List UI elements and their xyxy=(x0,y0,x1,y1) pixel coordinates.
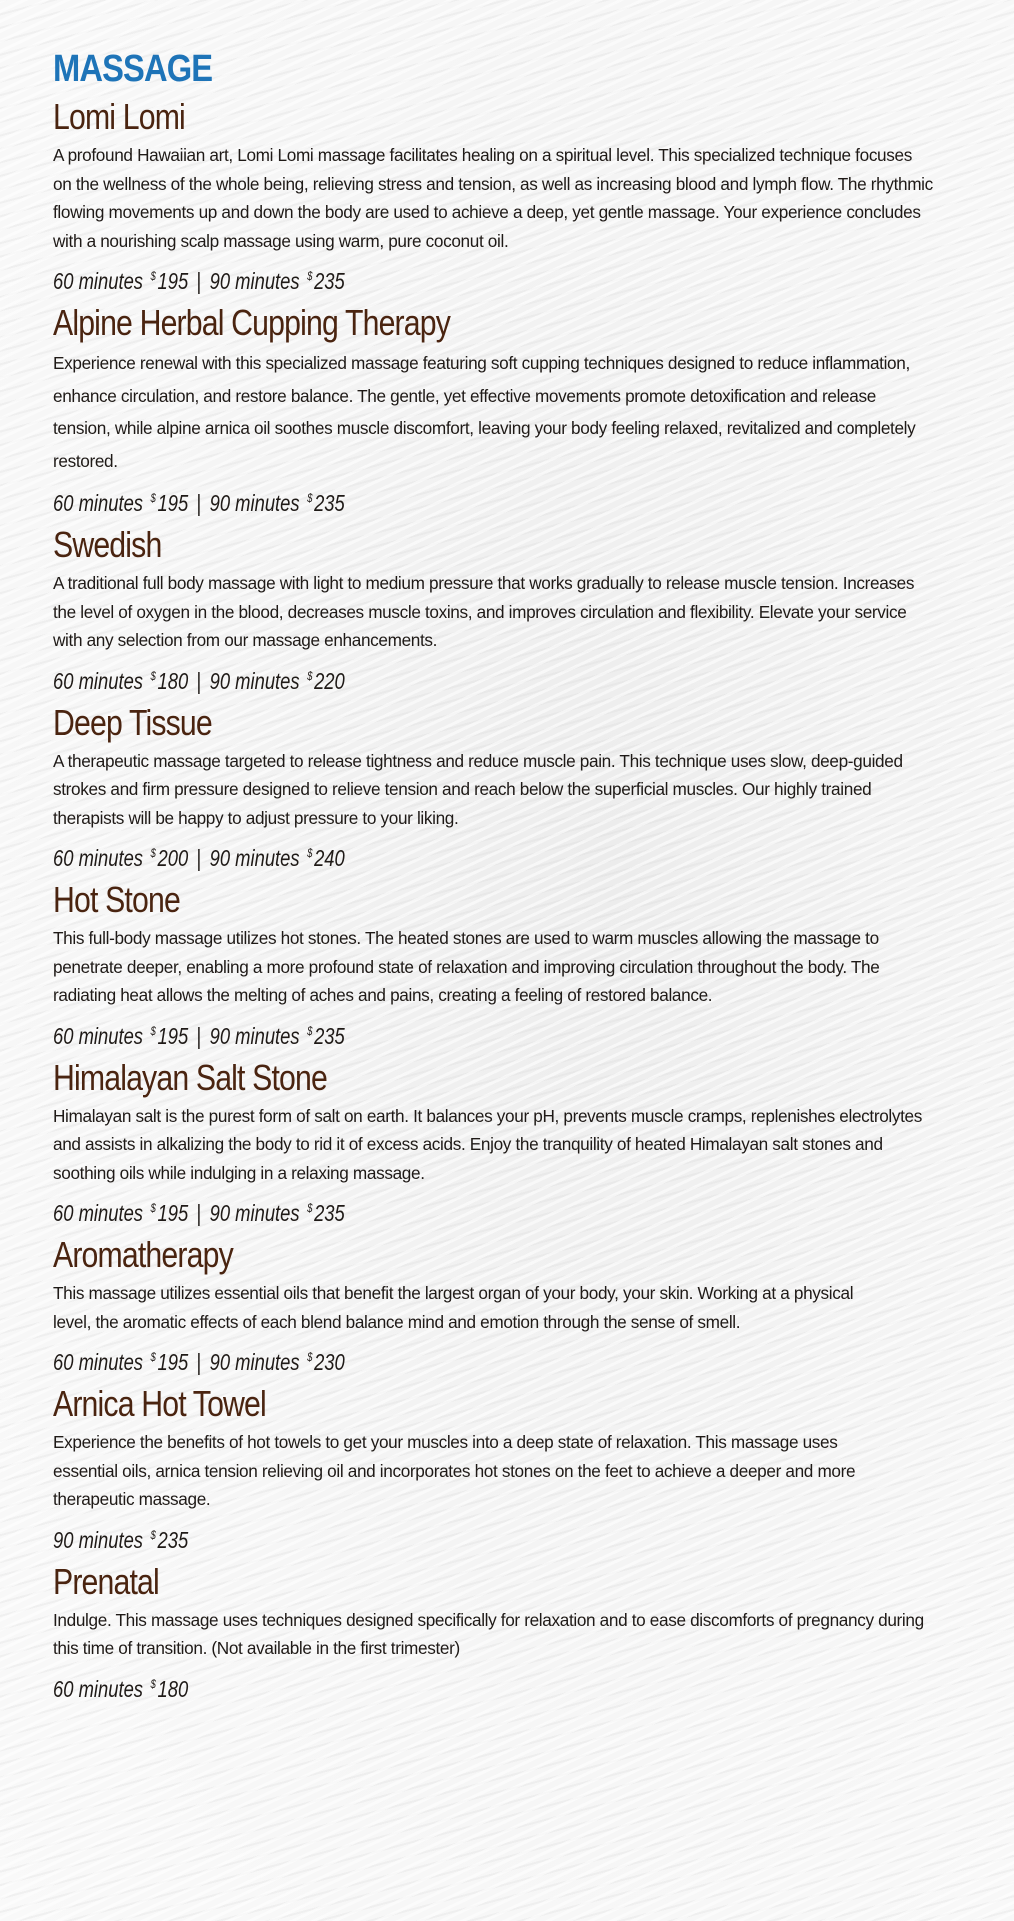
price-value: 200 xyxy=(157,845,189,871)
price-separator: | xyxy=(196,490,202,516)
price-separator: | xyxy=(196,667,202,694)
massage-menu xyxy=(53,46,933,1704)
currency-symbol: $ xyxy=(150,1201,156,1215)
service-description: This massage utilizes essential oils that benefit the largest organ of your body, your skin. Working at a physical level, the aromatic effects of each blend balance mind and emotion through the sense of smell. xyxy=(53,1283,854,1332)
service-name: Prenatal xyxy=(53,1560,159,1602)
duration-label: 60 minutes xyxy=(53,845,144,871)
duration-label: 90 minutes xyxy=(209,268,300,294)
service-item-lomi-lomi xyxy=(53,96,933,296)
currency-symbol: $ xyxy=(150,1350,156,1364)
currency-symbol: $ xyxy=(307,668,313,683)
price-value: 195 xyxy=(157,268,189,294)
service-item-alpine-herbal-cupping xyxy=(53,302,933,518)
service-name: Arnica Hot Towel xyxy=(53,1383,266,1424)
currency-symbol: $ xyxy=(150,1676,156,1691)
service-description: Indulge. This massage uses techniques designed specifically for relaxation and to ease discomforts of pregnancy during this time of transition. (Not available in the first trimester) xyxy=(53,1609,924,1658)
price-value: 180 xyxy=(157,667,189,694)
duration-label: 60 minutes xyxy=(53,268,144,294)
price-separator: | xyxy=(196,1200,202,1226)
service-price xyxy=(53,1193,757,1228)
service-item-swedish xyxy=(53,524,933,696)
service-description: A therapeutic massage targeted to release tightness and reduce muscle pain. This technique uses slow, deep-guided strokes and firm pressure designed to relieve tension and reach below the superficial muscles. Our highly trained therapists will be happy to adjust pressure to your liking. xyxy=(53,750,903,828)
duration-label: 60 minutes xyxy=(53,1349,144,1375)
currency-symbol: $ xyxy=(307,491,313,505)
price-separator: | xyxy=(196,268,202,294)
duration-label: 90 minutes xyxy=(209,1349,300,1375)
currency-symbol: $ xyxy=(307,1350,313,1364)
currency-symbol: $ xyxy=(150,269,156,283)
duration-label: 90 minutes xyxy=(209,1022,300,1049)
price-value: 240 xyxy=(314,845,345,871)
currency-symbol: $ xyxy=(307,269,313,283)
service-name: Alpine Herbal Cupping Therapy xyxy=(53,302,451,343)
price-value: 180 xyxy=(157,1675,189,1702)
currency-symbol: $ xyxy=(150,668,156,683)
currency-symbol: $ xyxy=(307,1201,313,1215)
service-description: Experience the benefits of hot towels to get your muscles into a deep state of relaxation. This massage uses essential oils, arnica tension relieving oil and incorporates hot stones on the feet to achieve a deeper and more therapeutic massage. xyxy=(53,1432,856,1509)
duration-label: 60 minutes xyxy=(53,1022,144,1049)
service-price xyxy=(53,1016,757,1051)
service-item-deep-tissue xyxy=(53,702,933,874)
service-description: A traditional full body massage with light to medium pressure that works gradually to release muscle tension. Increases the level of oxygen in the blood, decreases muscle toxins, and improves circulation and flexibility. Elevate your service with any selection from our massage enhancements. xyxy=(53,573,915,650)
price-value: 195 xyxy=(157,1349,189,1375)
service-name: Lomi Lomi xyxy=(53,96,185,137)
service-price xyxy=(53,1520,757,1555)
service-description: Himalayan salt is the purest form of salt on earth. It balances your pH, prevents muscle cramps, replenishes electrolytes and assists in alkalizing the body to rid it of excess acids. Enjoy the tranquility of heated Himalayan salt stones and soothing oils while indulging in a relaxing massage. xyxy=(53,1105,922,1183)
duration-label: 60 minutes xyxy=(53,1200,144,1226)
price-separator: | xyxy=(196,845,202,871)
currency-symbol: $ xyxy=(150,846,156,860)
service-item-arnica-hot-towel xyxy=(53,1383,933,1555)
duration-label: 90 minutes xyxy=(209,1200,300,1226)
price-separator: | xyxy=(196,1349,202,1375)
price-value: 195 xyxy=(157,1022,189,1049)
service-name: Himalayan Salt Stone xyxy=(53,1056,327,1098)
service-name: Deep Tissue xyxy=(53,701,212,743)
service-name: Hot Stone xyxy=(53,879,180,920)
currency-symbol: $ xyxy=(307,846,313,860)
price-separator: | xyxy=(196,1022,202,1049)
service-name: Aromatherapy xyxy=(53,1234,233,1275)
service-price xyxy=(53,1669,757,1704)
duration-label: 90 minutes xyxy=(209,667,300,694)
service-item-aromatherapy xyxy=(53,1234,933,1377)
service-description: This full-body massage utilizes hot stones. The heated stones are used to warm muscles allowing the massage to penetrate deeper, enabling a more profound state of relaxation and improving circulation throughout the body. The radiating heat allows the melting of aches and pains, creating a feeling of restored balance. xyxy=(53,928,880,1005)
service-price xyxy=(53,261,757,296)
currency-symbol: $ xyxy=(150,491,156,505)
service-description: Experience renewal with this specialized massage featuring soft cupping techniques designed to reduce inflammation, enhance circulation, and restore balance. The gentle, yet effective movements promote detoxification and release tension, while alpine arnica oil soothes muscle discomfort, leaving your body feeling relaxed, revitalized and completely restored. xyxy=(53,353,916,471)
duration-label: 60 minutes xyxy=(53,490,144,516)
price-value: 220 xyxy=(314,667,345,694)
service-item-himalayan-salt-stone xyxy=(53,1057,933,1229)
currency-symbol: $ xyxy=(307,1023,313,1038)
price-value: 235 xyxy=(314,1022,345,1049)
price-value: 230 xyxy=(314,1349,345,1375)
service-name: Swedish xyxy=(53,524,162,565)
duration-label: 60 minutes xyxy=(53,667,144,694)
service-item-prenatal xyxy=(53,1561,933,1704)
duration-label: 90 minutes xyxy=(209,490,300,516)
service-description: A profound Hawaiian art, Lomi Lomi massage facilitates healing on a spiritual level. This specialized technique focuses on the wellness of the whole being, relieving stress and tension, as well as increasing blood and lymph flow. The rhythmic flowing movements up and down the body are used to achieve a deep, yet gentle massage. Your experience concludes with a nourishing scalp massage using warm, pure coconut oil. xyxy=(53,145,933,251)
price-value: 235 xyxy=(314,268,345,294)
service-price xyxy=(53,661,757,696)
service-item-hot-stone xyxy=(53,879,933,1051)
price-value: 235 xyxy=(157,1526,189,1553)
currency-symbol: $ xyxy=(150,1023,156,1038)
price-value: 195 xyxy=(157,1200,189,1226)
section-title: MASSAGE xyxy=(53,48,213,90)
service-price xyxy=(53,1342,757,1377)
price-value: 235 xyxy=(314,1200,345,1226)
service-price xyxy=(53,483,757,518)
duration-label: 90 minutes xyxy=(53,1526,144,1553)
currency-symbol: $ xyxy=(150,1527,156,1542)
price-value: 235 xyxy=(314,490,345,516)
duration-label: 90 minutes xyxy=(209,845,300,871)
duration-label: 60 minutes xyxy=(53,1675,144,1702)
price-value: 195 xyxy=(157,490,189,516)
service-price xyxy=(53,838,757,873)
